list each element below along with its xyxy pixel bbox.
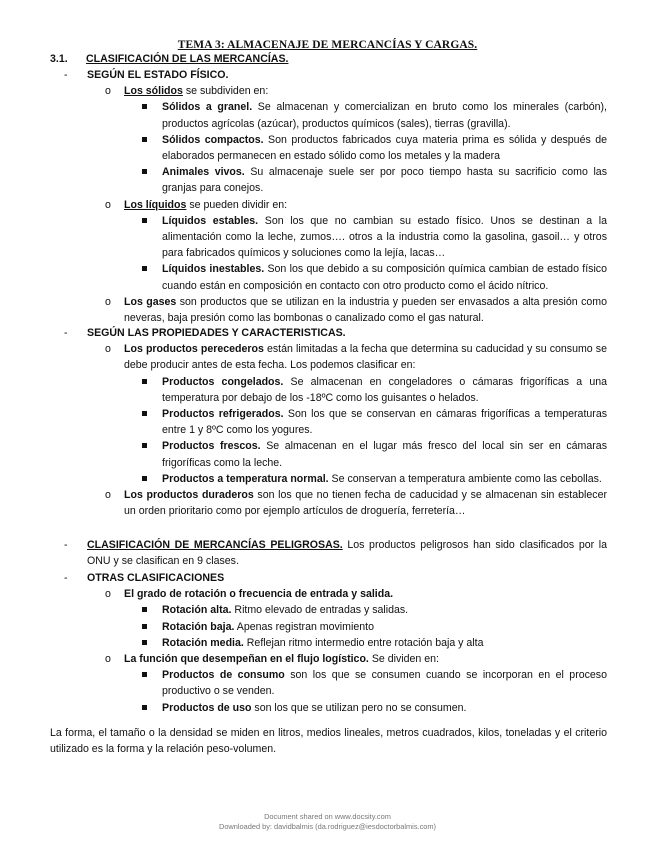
list-item: Líquidos inestables. Son los que debido a su composición química cambian de estado físico cuando están en composición en contacto con otro producto como el ácido nítrico. [0, 261, 655, 293]
circle-bullet-icon: o [105, 198, 111, 211]
square-bullet-icon [142, 266, 147, 271]
square-bullet-icon [142, 476, 147, 481]
square-bullet-icon [142, 443, 147, 448]
list-item: Sólidos a granel. Se almacenan y comercializan en bruto como los minerales (carbón), productos agrícolas (azúcar), productos químicos (sales), tierras (gravilla). [0, 99, 655, 131]
list-item: Rotación alta. Ritmo elevado de entradas y salidas. [0, 602, 655, 618]
list-item: Animales vivos. Su almacenaje suele ser por poco tiempo hasta su sacrificio como las granjas para conejos. [0, 164, 655, 196]
propiedades-block [0, 325, 655, 519]
closing-paragraph: La forma, el tamaño o la densidad se miden en litros, medios lineales, metros cuadrados, kilos, toneladas y el criterio utilizado es la forma y la relación peso-volumen. [50, 727, 607, 756]
subheading-estado-fisico: - SEGÚN EL ESTADO FÍSICO. [0, 67, 655, 83]
square-bullet-icon [142, 624, 147, 629]
circle-bullet-icon: o [105, 295, 111, 308]
square-bullet-icon [142, 379, 147, 384]
dash-marker: - [64, 572, 68, 584]
estado-fisico-block [0, 67, 655, 326]
footer-shared-text: Document shared on www.docsity.com [264, 812, 391, 821]
list-item: Rotación baja. Apenas registran movimiento [0, 619, 655, 635]
page-title: TEMA 3: ALMACENAJE DE MERCANCÍAS Y CARGAS. [177, 39, 478, 51]
list-item-gases: o Los gases son productos que se utilizan en la industria y pueden ser envasados a alta presión como neveras, baja presión como las bombonas o canalizado como el gas natural. [105, 295, 607, 325]
square-bullet-icon [142, 640, 147, 645]
circle-bullet-icon: o [105, 489, 111, 502]
square-bullet-icon [142, 672, 147, 677]
footer-downloaded-text: Downloaded by: davidbalmis (da.rodriguez@iesdoctorbalmis.com) [218, 822, 436, 831]
list-item: Productos de uso son los que se utilizan pero no se consumen. [0, 700, 655, 716]
square-bullet-icon [142, 411, 147, 416]
square-bullet-icon [142, 218, 147, 223]
list-item-perecederos: o Los productos perecederos están limitadas a la fecha que determina su caducidad y su consumo se debe producir antes de esta fecha. Los podemos clasificar en: [105, 343, 607, 372]
list-item: Rotación media. Reflejan ritmo intermedio entre rotación baja y alta [0, 635, 655, 651]
square-bullet-icon [142, 137, 147, 142]
circle-bullet-icon: o [105, 85, 111, 98]
section-heading [50, 51, 610, 67]
peligrosas-block [0, 537, 655, 569]
list-item-duraderos: o Los productos duraderos son los que no tienen fecha de caducidad y se almacenan sin establecer un orden prioritario como por ejemplo artículos de droguería, ferretería… [105, 489, 607, 518]
list-item-liquidos: o Los líquidos se pueden dividir en: [0, 197, 655, 213]
square-bullet-icon [142, 104, 147, 109]
section-number: 3.1. [50, 53, 68, 65]
subheading-peligrosas: - CLASIFICACIÓN DE MERCANCÍAS PELIGROSAS. Los productos peligrosos han sido clasificados por la ONU y se clasifican en 9 clases. [64, 539, 607, 568]
list-item: Productos congelados. Se almacenan en congeladores o cámaras frigoríficas a una temperatura por debajo de los -18ºC como los guisantes o helados. [0, 374, 655, 406]
page-footer [0, 812, 655, 832]
section-title: CLASIFICACIÓN DE LAS MERCANCÍAS. [86, 53, 289, 65]
circle-bullet-icon: o [105, 343, 111, 356]
list-item: Productos refrigerados. Son los que se conservan en cámaras frigoríficas a temperaturas entre 1 y 8ºC como los yogures. [0, 406, 655, 438]
dash-marker: - [64, 69, 68, 81]
list-item: Sólidos compactos. Son productos fabricados cuya materia prima es sólida y después de elaborados permanecen en estado sólido como los metales y la madera [0, 132, 655, 164]
otras-block [0, 570, 655, 716]
subheading-propiedades: - SEGÚN LAS PROPIEDADES Y CARACTERISTICAS. [0, 325, 655, 341]
list-item: Productos de consumo son los que se consumen cuando se incorporan en el proceso productivo o se venden. [0, 667, 655, 699]
list-item-solidos: o Los sólidos se subdividen en: [0, 83, 655, 99]
dash-marker: - [64, 539, 68, 551]
list-item: Líquidos estables. Son los que no cambian su estado físico. Unos se destinan a la alimentación como la leche, zumos…. otros a la industria como la gasolina, gasoil… y otros para fabricados químicos y soluciones como la lejía, lacas… [0, 213, 655, 262]
list-item-funcion: o La función que desempeñan en el flujo logístico. Se dividen en: [0, 651, 655, 667]
square-bullet-icon [142, 607, 147, 612]
list-item-rotacion: o El grado de rotación o frecuencia de entrada y salida. [0, 586, 655, 602]
square-bullet-icon [142, 705, 147, 710]
closing-paragraph-block [0, 725, 655, 757]
square-bullet-icon [142, 169, 147, 174]
subheading-otras: - OTRAS CLASIFICACIONES [0, 570, 655, 586]
list-item: Productos frescos. Se almacenan en el lugar más fresco del local sin ser en cámaras frigoríficas como la leche. [0, 438, 655, 470]
dash-marker: - [64, 327, 68, 339]
circle-bullet-icon: o [105, 588, 111, 601]
circle-bullet-icon: o [105, 653, 111, 666]
list-item: Productos a temperatura normal. Se conservan a temperatura ambiente como las cebollas. [0, 471, 655, 487]
